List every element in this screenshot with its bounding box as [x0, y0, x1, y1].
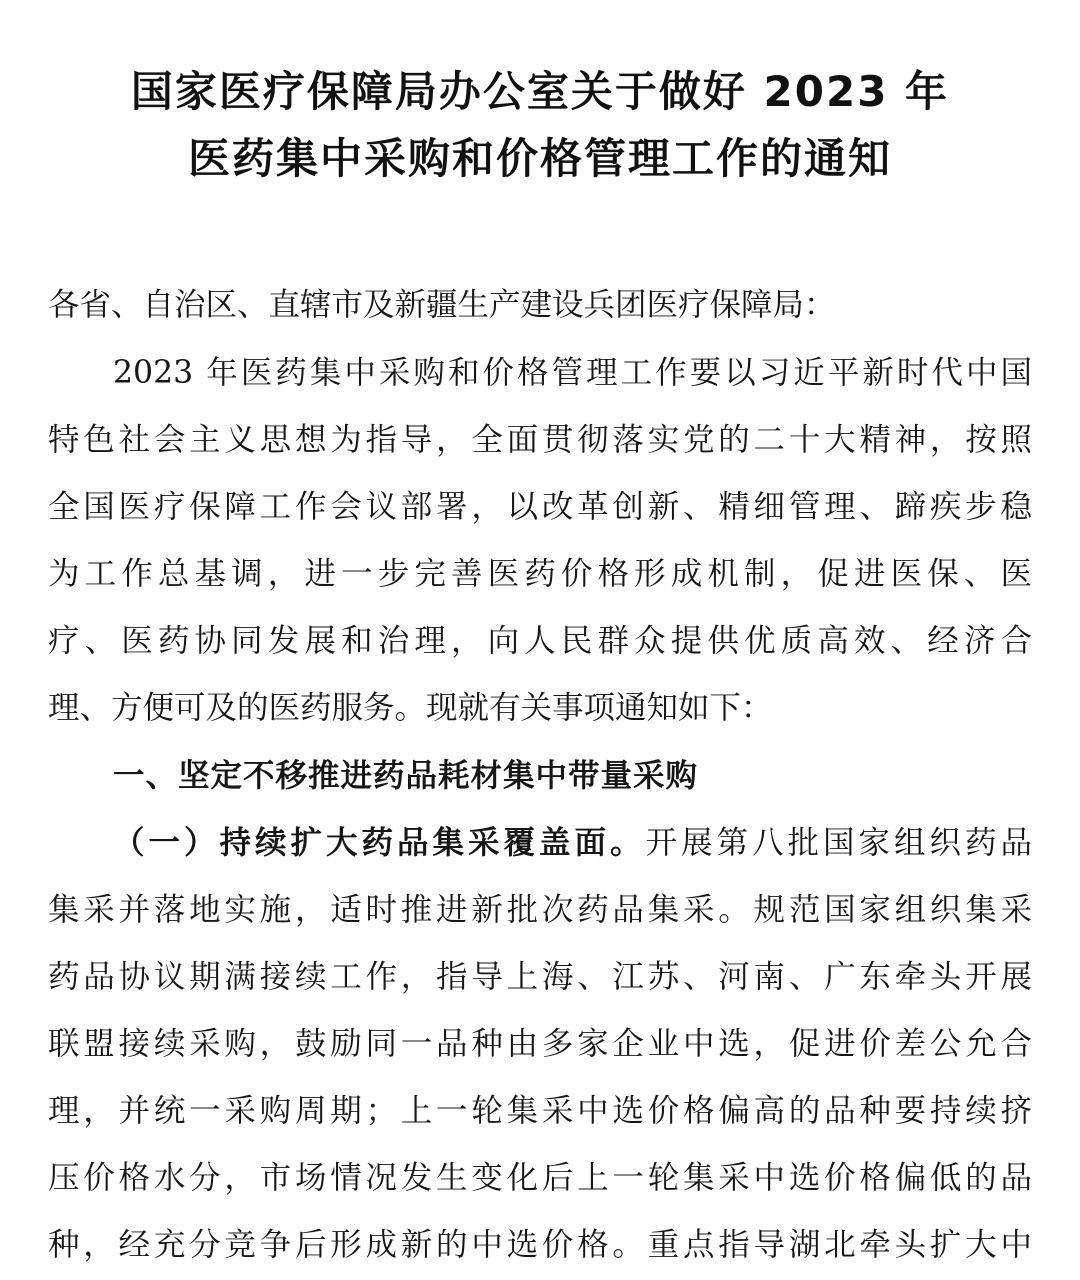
intro-line: 为工作总基调，进一步完善医药价格形成机制，促进医保、医: [48, 556, 1032, 592]
section-heading: 一、坚定不移推进药品耗材集中带量采购: [113, 758, 699, 794]
document-title-line-2: 医药集中采购和价格管理工作的通知: [187, 134, 892, 183]
item-lead: （一）持续扩大药品集采覆盖面。: [113, 825, 646, 861]
item-line: 理，并统一采购周期；上一轮集采中选价格偏高的品种要持续挤: [48, 1093, 1032, 1129]
intro-line: 2023 年医药集中采购和价格管理工作要以习近平新时代中国: [113, 355, 1032, 391]
item-line: 联盟接续采购，鼓励同一品种由多家企业中选，促进价差公允合: [48, 1026, 1032, 1062]
item-line: 压价格水分，市场情况发生变化后上一轮集采中选价格偏低的品: [48, 1160, 1032, 1196]
item-first-rest: 开展第八批国家组织药品: [645, 825, 1032, 861]
intro-line: 理、方便可及的医药服务。现就有关事项通知如下：: [48, 690, 773, 726]
document-title-line-1: 国家医疗保障局办公室关于做好 2023 年: [130, 67, 950, 116]
item-line: 集采并落地实施，适时推进新批次药品集采。规范国家组织集采: [48, 892, 1032, 928]
intro-line: 全国医疗保障工作会议部署，以改革创新、精细管理、蹄疾步稳: [48, 489, 1032, 525]
intro-line: 疗、医药协同发展和治理，向人民群众提供优质高效、经济合: [48, 623, 1032, 659]
item-first-line: [113, 823, 1032, 863]
item-line: 种，经充分竞争后形成新的中选价格。重点指导湖北牵头扩大中: [48, 1227, 1032, 1263]
salutation: 各省、自治区、直辖市及新疆生产建设兵团医疗保障局：: [48, 287, 836, 323]
item-line: 药品协议期满接续工作，指导上海、江苏、河南、广东牵头开展: [48, 959, 1032, 995]
intro-line: 特色社会主义思想为指导，全面贯彻落实党的二十大精神，按照: [48, 422, 1032, 458]
